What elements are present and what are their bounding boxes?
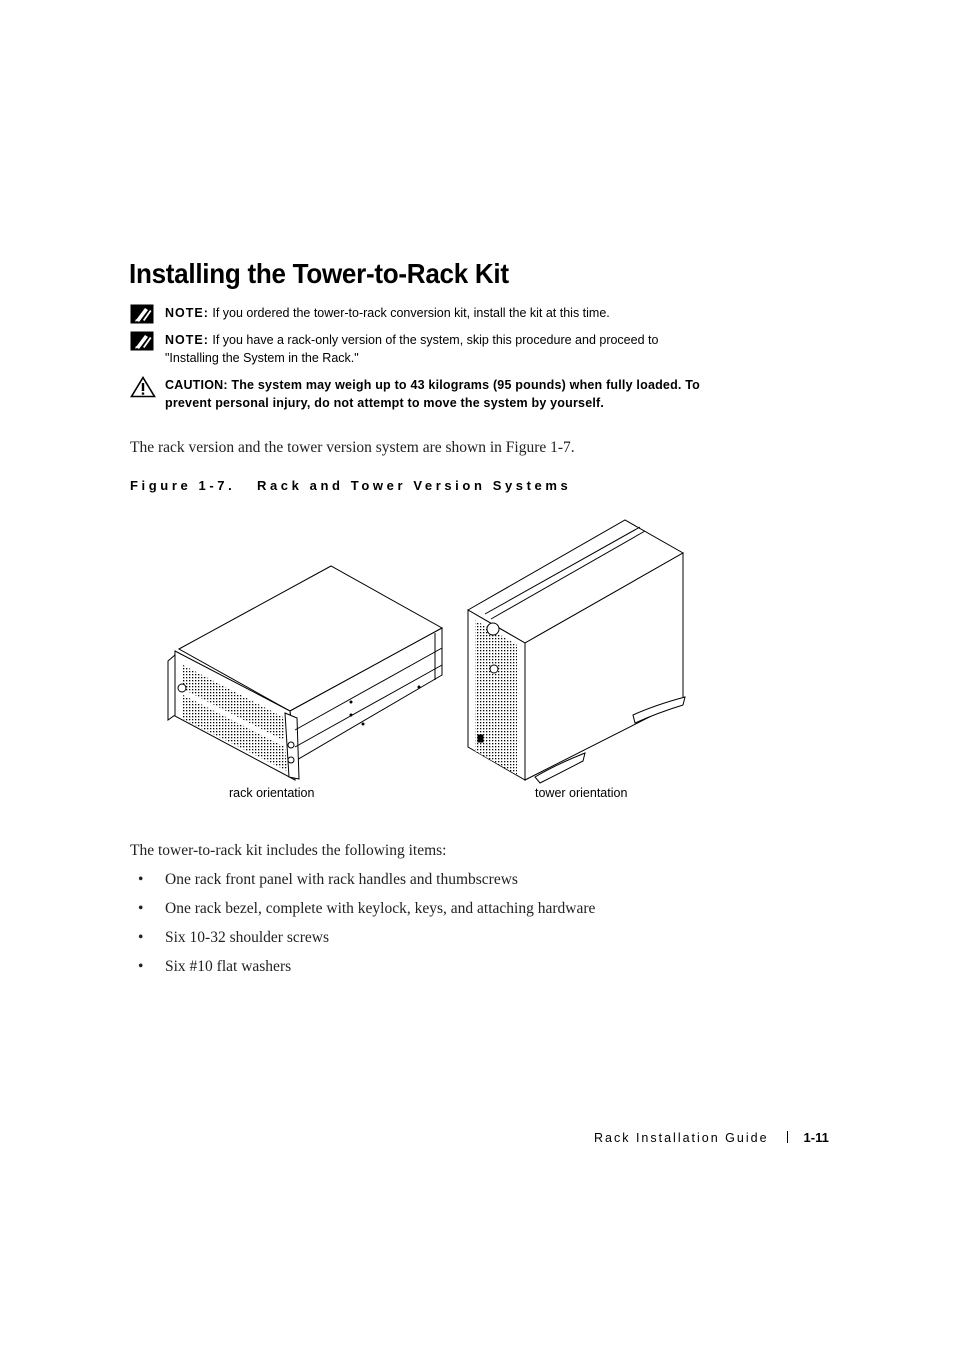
caution-triangle-icon xyxy=(130,376,156,398)
page-title: Installing the Tower-to-Rack Kit xyxy=(129,258,509,289)
note-pencil-icon xyxy=(130,331,154,351)
tower-orientation-label: tower orientation xyxy=(535,786,628,800)
page-number: 1-11 xyxy=(803,1130,829,1145)
tower-system-drawing xyxy=(468,520,685,783)
figure-illustration xyxy=(165,515,705,785)
page-footer xyxy=(594,1130,829,1145)
kit-items-list xyxy=(130,868,595,984)
list-item: • Six 10-32 shoulder screws xyxy=(138,929,330,946)
note-lead: NOTE: xyxy=(165,306,209,320)
rack-system-drawing xyxy=(168,566,442,780)
note-lead: NOTE: xyxy=(165,333,209,347)
kit-intro-paragraph: The tower-to-rack kit includes the following items: xyxy=(130,842,447,859)
footer-guide-title: Rack Installation Guide xyxy=(594,1131,769,1145)
list-item: • Six #10 flat washers xyxy=(138,958,292,975)
note-1 xyxy=(130,304,730,324)
list-item: • One rack bezel, complete with keylock, keys, and attaching hardware xyxy=(138,900,596,917)
note-pencil-icon xyxy=(130,304,154,324)
list-item: • One rack front panel with rack handles and thumbscrews xyxy=(138,871,518,888)
note-text: If you have a rack-only version of the system, skip this procedure and proceed to "Installing the System in the Rack." xyxy=(165,333,659,365)
note-text: If you ordered the tower-to-rack conversion kit, install the kit at this time. xyxy=(212,306,610,320)
footer-separator xyxy=(787,1131,788,1143)
caution-text: The system may weigh up to 43 kilograms (95 pounds) when fully loaded. To prevent personal injury, do not attempt to move the system by yourself. xyxy=(165,378,701,410)
rack-orientation-label: rack orientation xyxy=(229,786,315,800)
caution-notice xyxy=(130,376,730,432)
intro-paragraph: The rack version and the tower version system are shown in Figure 1-7. xyxy=(130,439,575,456)
caution-lead: CAUTION: xyxy=(165,378,228,392)
figure-caption: Figure 1-7. Rack and Tower Version Systems xyxy=(130,478,572,493)
note-2 xyxy=(130,331,730,371)
